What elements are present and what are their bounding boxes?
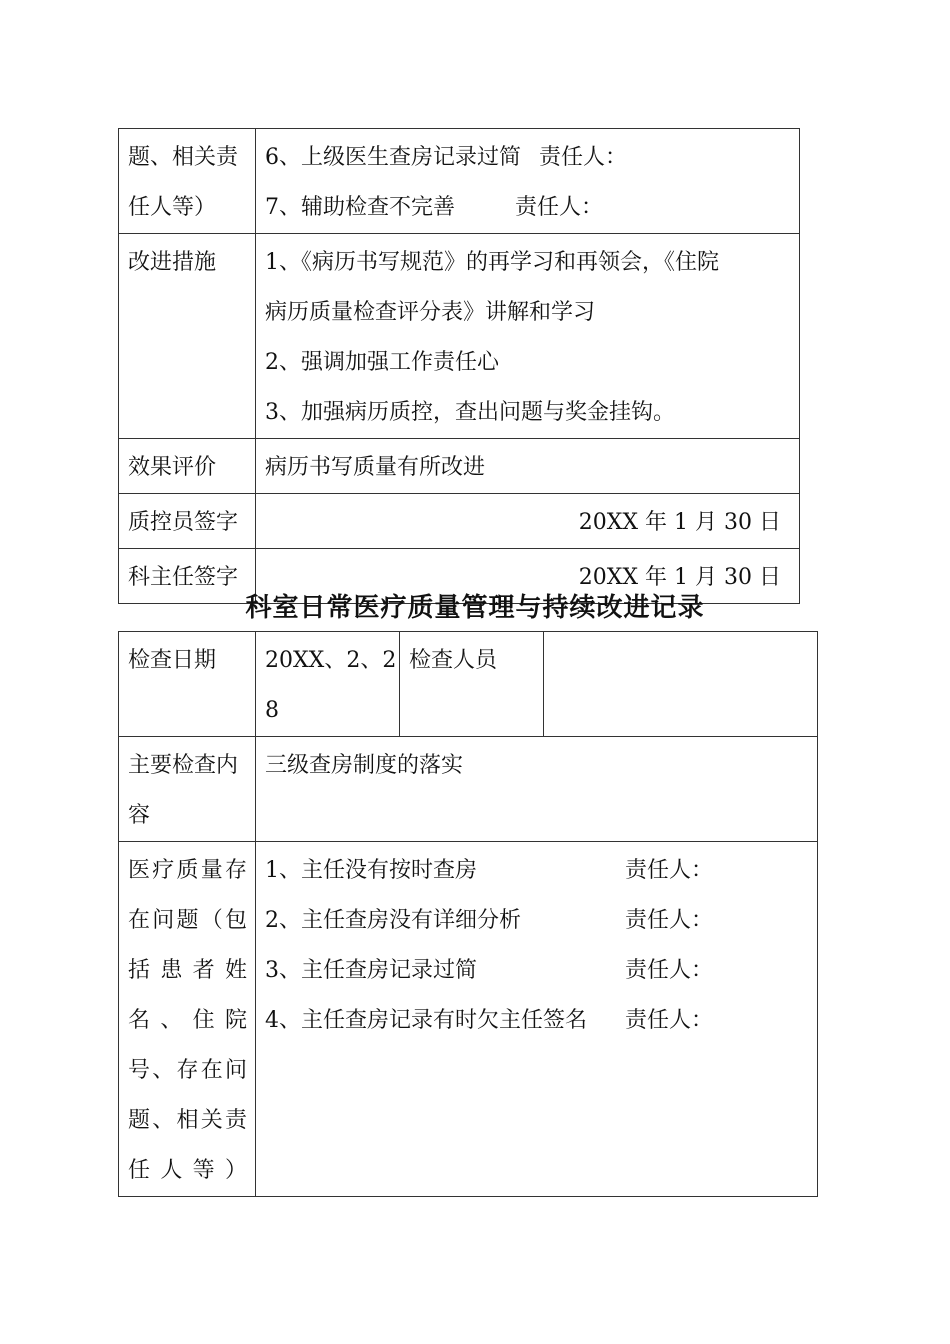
qc-signature-label: 质控员签字 — [119, 494, 256, 549]
problem-item — [265, 133, 799, 183]
daily-quality-record-table — [118, 631, 818, 1197]
director-signature-date: 20XX 年 1 月 30 日 — [256, 549, 800, 604]
qc-signature-date: 20XX 年 1 月 30 日 — [256, 494, 800, 549]
problem-item — [265, 183, 799, 233]
measure-line: 病历质量检查评分表》讲解和学习 — [265, 300, 596, 325]
inspector-value — [544, 632, 818, 737]
inspection-content-label-cell — [119, 737, 256, 842]
problem-text: 7、辅助检查不完善 — [265, 195, 455, 220]
problems-label-line: 在问题（包 — [128, 908, 247, 933]
problem-text: 2、主任查房没有详细分析 — [265, 908, 521, 933]
problems-label-line: 号、存在问 — [128, 1058, 247, 1083]
inspector-label: 检查人员 — [400, 632, 544, 737]
record-title: 科室日常医疗质量管理与持续改进记录 — [245, 593, 705, 623]
effect-evaluation-row — [119, 439, 800, 494]
inspection-date-line: 8 — [265, 698, 279, 723]
responsible-person-label: 责任人： — [515, 195, 604, 220]
responsible-person-label: 责任人： — [625, 908, 714, 933]
problem-text: 6、上级医生查房记录过简 — [265, 145, 521, 170]
inspection-content-value: 三级查房制度的落实 — [256, 737, 818, 842]
problems-label-line: 名 、 住 院 — [128, 1008, 247, 1033]
responsible-person-label: 责任人： — [625, 1008, 714, 1033]
measures-value-cell — [256, 234, 800, 439]
responsible-person-label: 责任人： — [539, 145, 628, 170]
problems-label-line: 医疗质量存 — [128, 858, 247, 883]
problems-label-line: 题、相关责 — [128, 1108, 247, 1133]
responsible-person-label: 责任人： — [625, 858, 714, 883]
quality-problems-value-cell — [256, 842, 818, 1197]
problem-item — [265, 946, 817, 996]
improvement-record-table-continued — [118, 128, 800, 604]
problems-label-line: 括 患 者 姓 — [128, 958, 247, 983]
problems-value-cell — [256, 129, 800, 234]
problems-label-line: 任人等） — [128, 195, 217, 220]
measures-label: 改进措施 — [119, 234, 256, 439]
quality-problems-label-cell — [119, 842, 256, 1197]
problem-text: 3、主任查房记录过简 — [265, 958, 477, 983]
inspection-date-value-cell — [256, 632, 400, 737]
problem-text: 4、主任查房记录有时欠主任签名 — [265, 1008, 587, 1033]
evaluation-label: 效果评价 — [119, 439, 256, 494]
measure-line: 1、《病历书写规范》的再学习和再领会，《住院 — [265, 250, 719, 275]
problems-row-continued — [119, 129, 800, 234]
improvement-measures-row — [119, 234, 800, 439]
content-label-line: 主要检查内 — [128, 753, 239, 778]
problem-item — [265, 896, 817, 946]
quality-problems-row — [119, 842, 818, 1197]
inspection-date-line: 20XX、2、2 — [265, 648, 397, 673]
problems-label-line: 题、相关责 — [128, 145, 239, 170]
responsible-person-label: 责任人： — [625, 958, 714, 983]
problem-item — [265, 846, 817, 896]
problems-label-line: 任人等） — [128, 1158, 247, 1183]
problem-item — [265, 996, 817, 1046]
measure-line: 3、加强病历质控，查出问题与奖金挂钩。 — [265, 400, 675, 425]
measure-line: 2、强调加强工作责任心 — [265, 350, 499, 375]
content-label-line: 容 — [128, 803, 151, 828]
inspection-content-row — [119, 737, 818, 842]
problems-label-cell — [119, 129, 256, 234]
director-signature-label: 科主任签字 — [119, 549, 256, 604]
qc-signature-row — [119, 494, 800, 549]
inspection-date-label: 检查日期 — [119, 632, 256, 737]
inspection-date-row — [119, 632, 818, 737]
problem-text: 1、主任没有按时查房 — [265, 858, 477, 883]
evaluation-value: 病历书写质量有所改进 — [256, 439, 800, 494]
